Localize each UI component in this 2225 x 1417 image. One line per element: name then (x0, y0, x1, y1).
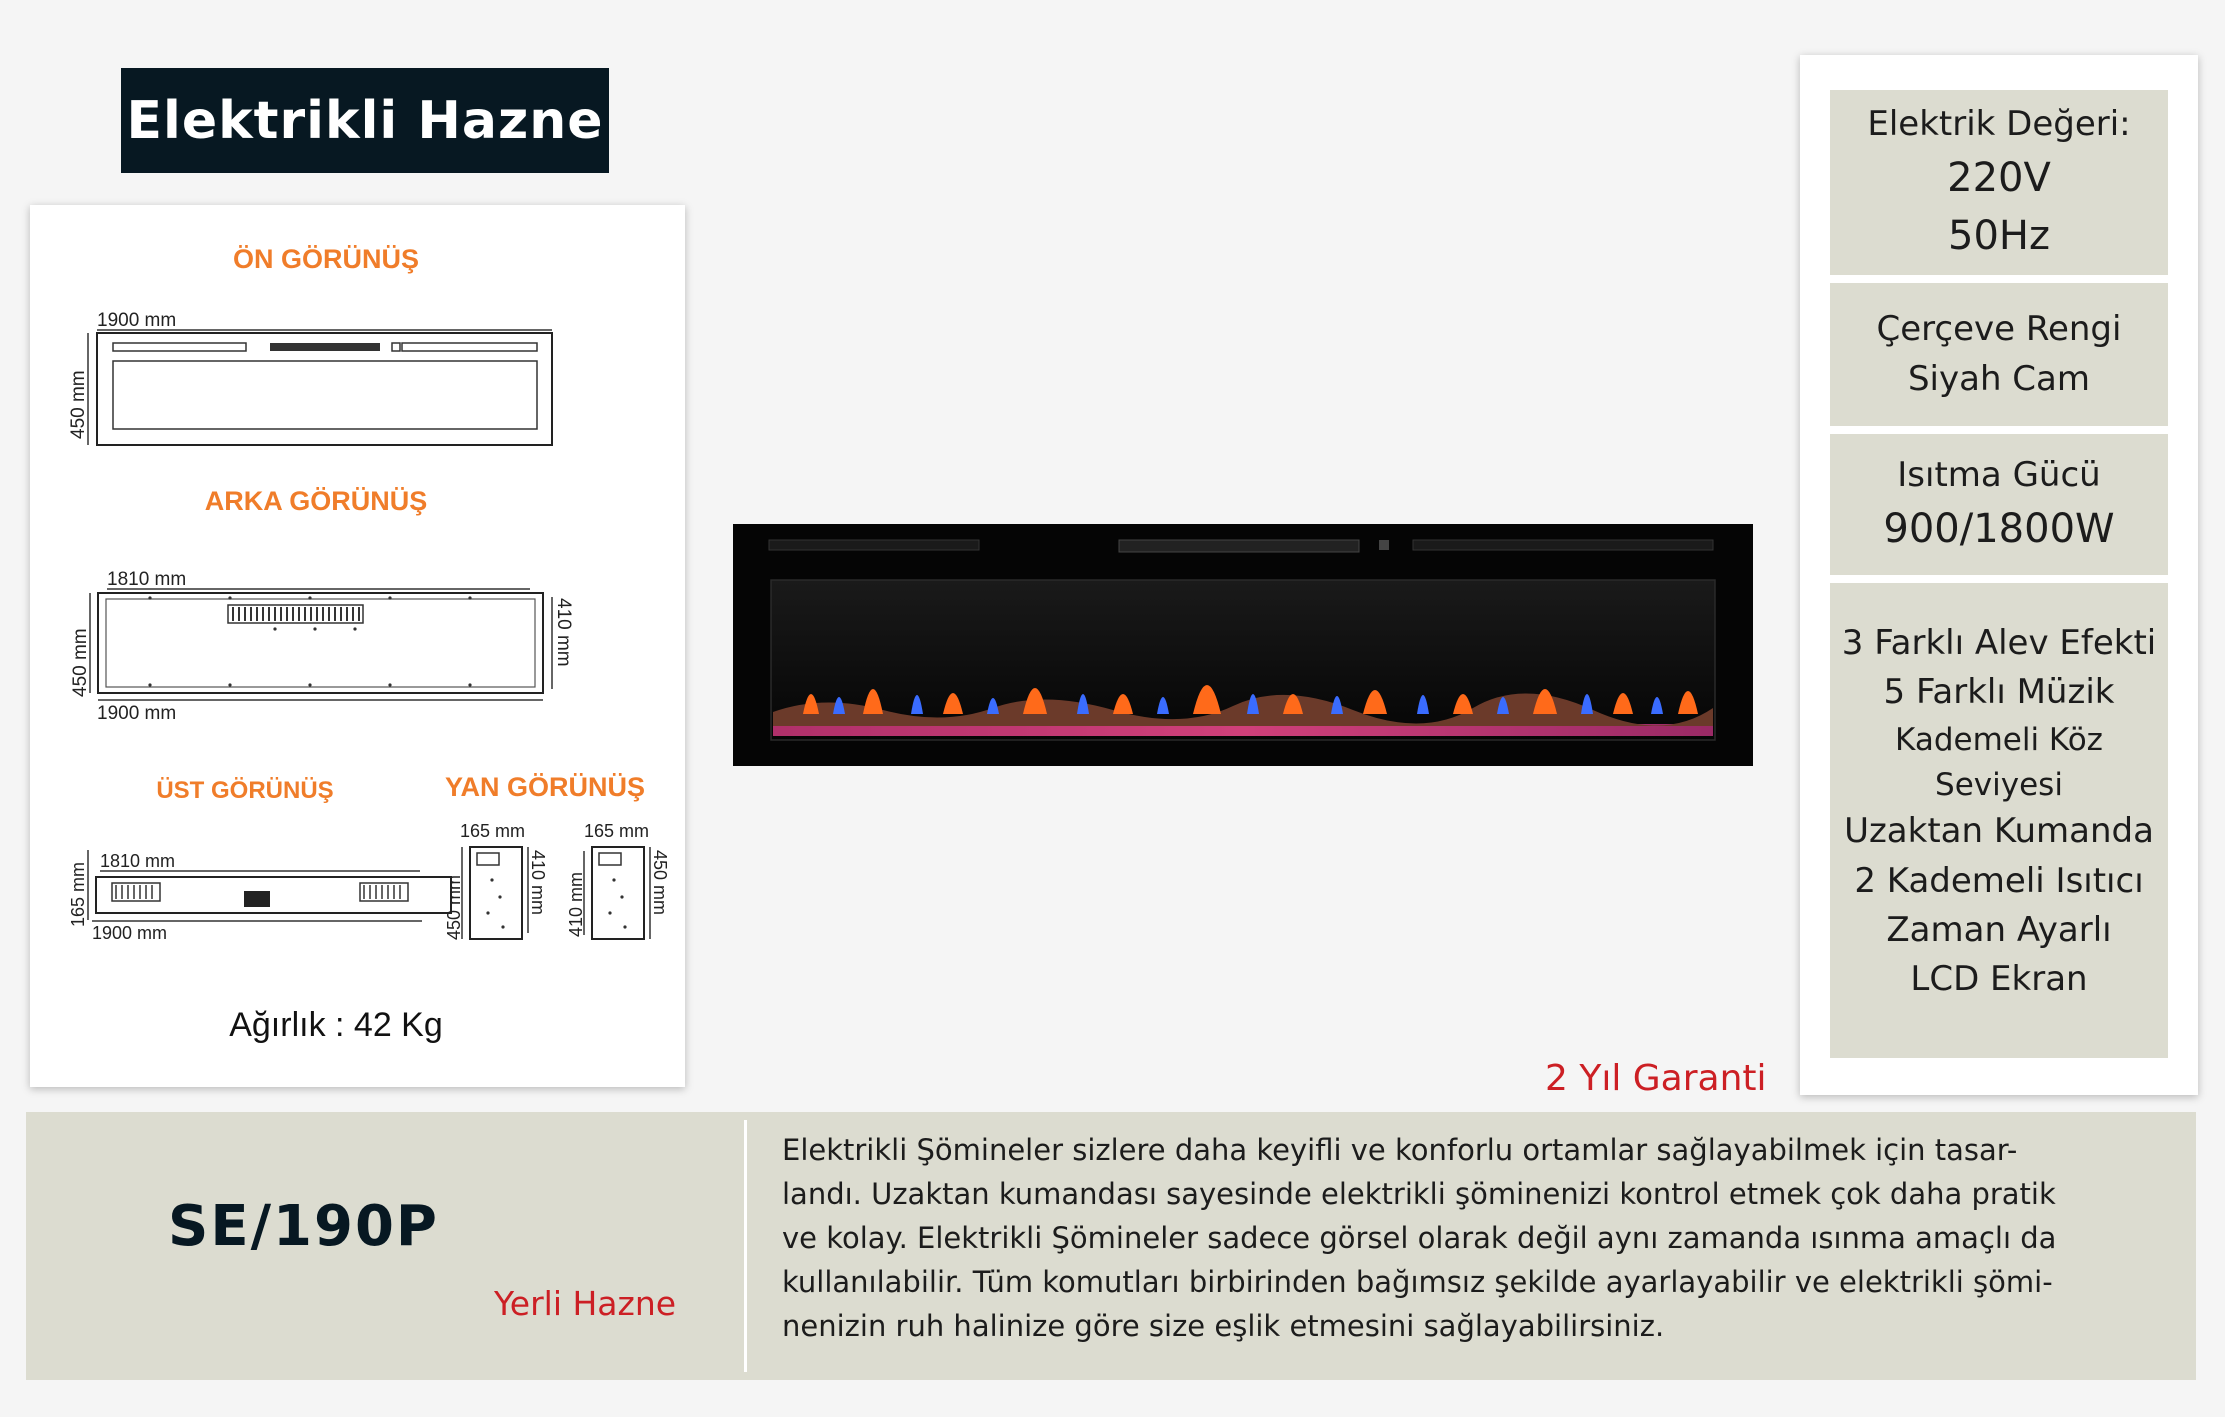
back-view-title: ARKA GÖRÜNÜŞ (204, 486, 428, 516)
frequency-value: 50Hz (1948, 213, 2050, 260)
back-view-outline (98, 593, 543, 693)
weight-label: Ağırlık : 42 Kg (229, 1006, 443, 1044)
electric-label: Elektrik Değeri: (1867, 103, 2131, 144)
spec-heat (1830, 434, 2168, 575)
feature-item: Zaman Ayarlı (1886, 910, 2112, 951)
back-width-label: 1900 mm (97, 703, 177, 724)
top-view-title: ÜST GÖRÜNÜŞ (156, 777, 334, 804)
product-description (782, 1128, 2177, 1348)
feature-item: 3 Farklı Alev Efekti (1841, 623, 2157, 663)
front-view-title: ÖN GÖRÜNÜŞ (232, 244, 420, 274)
model-code: SE/190P (168, 1194, 439, 1259)
voltage-value: 220V (1947, 155, 2051, 202)
side1-depth-label: 165 mm (460, 821, 526, 841)
top-width-label: 1900 mm (92, 923, 168, 943)
back-side-label: 410 mm (553, 598, 574, 667)
side1-outline (470, 847, 522, 939)
side2-left-label: 410 mm (566, 871, 586, 937)
heat-label: Isıtma Gücü (1897, 454, 2101, 495)
feature-item: Uzaktan Kumanda (1844, 811, 2154, 852)
feature-item: LCD Ekran (1910, 959, 2088, 1000)
technical-drawing (30, 205, 685, 1087)
feature-item: Kademeli Köz Seviyesi (1895, 721, 2103, 803)
top-depth-label: 165 mm (68, 861, 88, 927)
origin-label: Yerli Hazne (494, 1284, 677, 1323)
description-line: Elektrikli Şömineler sizlere daha keyifli ve konforlu ortamlar sağlayabilmek için tasar- (782, 1133, 2018, 1167)
top-inner-width-label: 1810 mm (100, 851, 176, 871)
feature-item: 2 Kademeli Isıtıcı (1854, 860, 2144, 901)
fireplace-photo (733, 524, 1753, 766)
side2-right-label: 450 mm (650, 850, 670, 916)
heat-value: 900/1800W (1883, 506, 2115, 553)
spec-electric (1830, 90, 2168, 275)
front-width-label: 1900 mm (97, 310, 177, 331)
description-line: ve kolay. Elektrikli Şömineler sadece görsel olarak değil aynı zamanda ısınma amaçlı da (782, 1221, 2057, 1255)
side2-depth-label: 165 mm (584, 821, 650, 841)
side2-outline (592, 847, 644, 939)
description-line: kullanılabilir. Tüm komutları birbirinden bağımsız şekilde ayarlayabilir ve elektrikli şömi- (782, 1265, 2053, 1299)
warranty-label: 2 Yıl Garanti (1545, 1058, 1767, 1099)
side1-left-label: 450 mm (444, 874, 464, 940)
front-height-label: 450 mm (68, 370, 89, 439)
page-title: Elektrikli Hazne (126, 90, 604, 151)
product-info-band (26, 1112, 2196, 1380)
fireplace-illustration (733, 524, 1753, 766)
divider (744, 1120, 747, 1372)
description-line: landı. Uzaktan kumandası sayesinde elektrikli şöminenizi kontrol etmek çok daha pratik (782, 1177, 2056, 1211)
side1-right-label: 410 mm (528, 850, 548, 916)
frame-value: Siyah Cam (1907, 358, 2091, 399)
feature-item: 5 Farklı Müzik (1883, 672, 2115, 713)
spec-features (1830, 583, 2168, 1058)
spec-card (1800, 55, 2198, 1095)
frame-label: Çerçeve Rengi (1876, 309, 2122, 350)
side-view-title: YAN GÖRÜNÜŞ (444, 772, 646, 802)
spec-frame (1830, 283, 2168, 426)
title-banner (121, 68, 609, 173)
technical-drawing-card (30, 205, 685, 1087)
back-inner-width-label: 1810 mm (107, 569, 187, 590)
description-line: nenizin ruh halinize göre size eşlik etmesini sağlayabilirsiniz. (782, 1309, 1665, 1343)
back-height-label: 450 mm (70, 628, 91, 697)
